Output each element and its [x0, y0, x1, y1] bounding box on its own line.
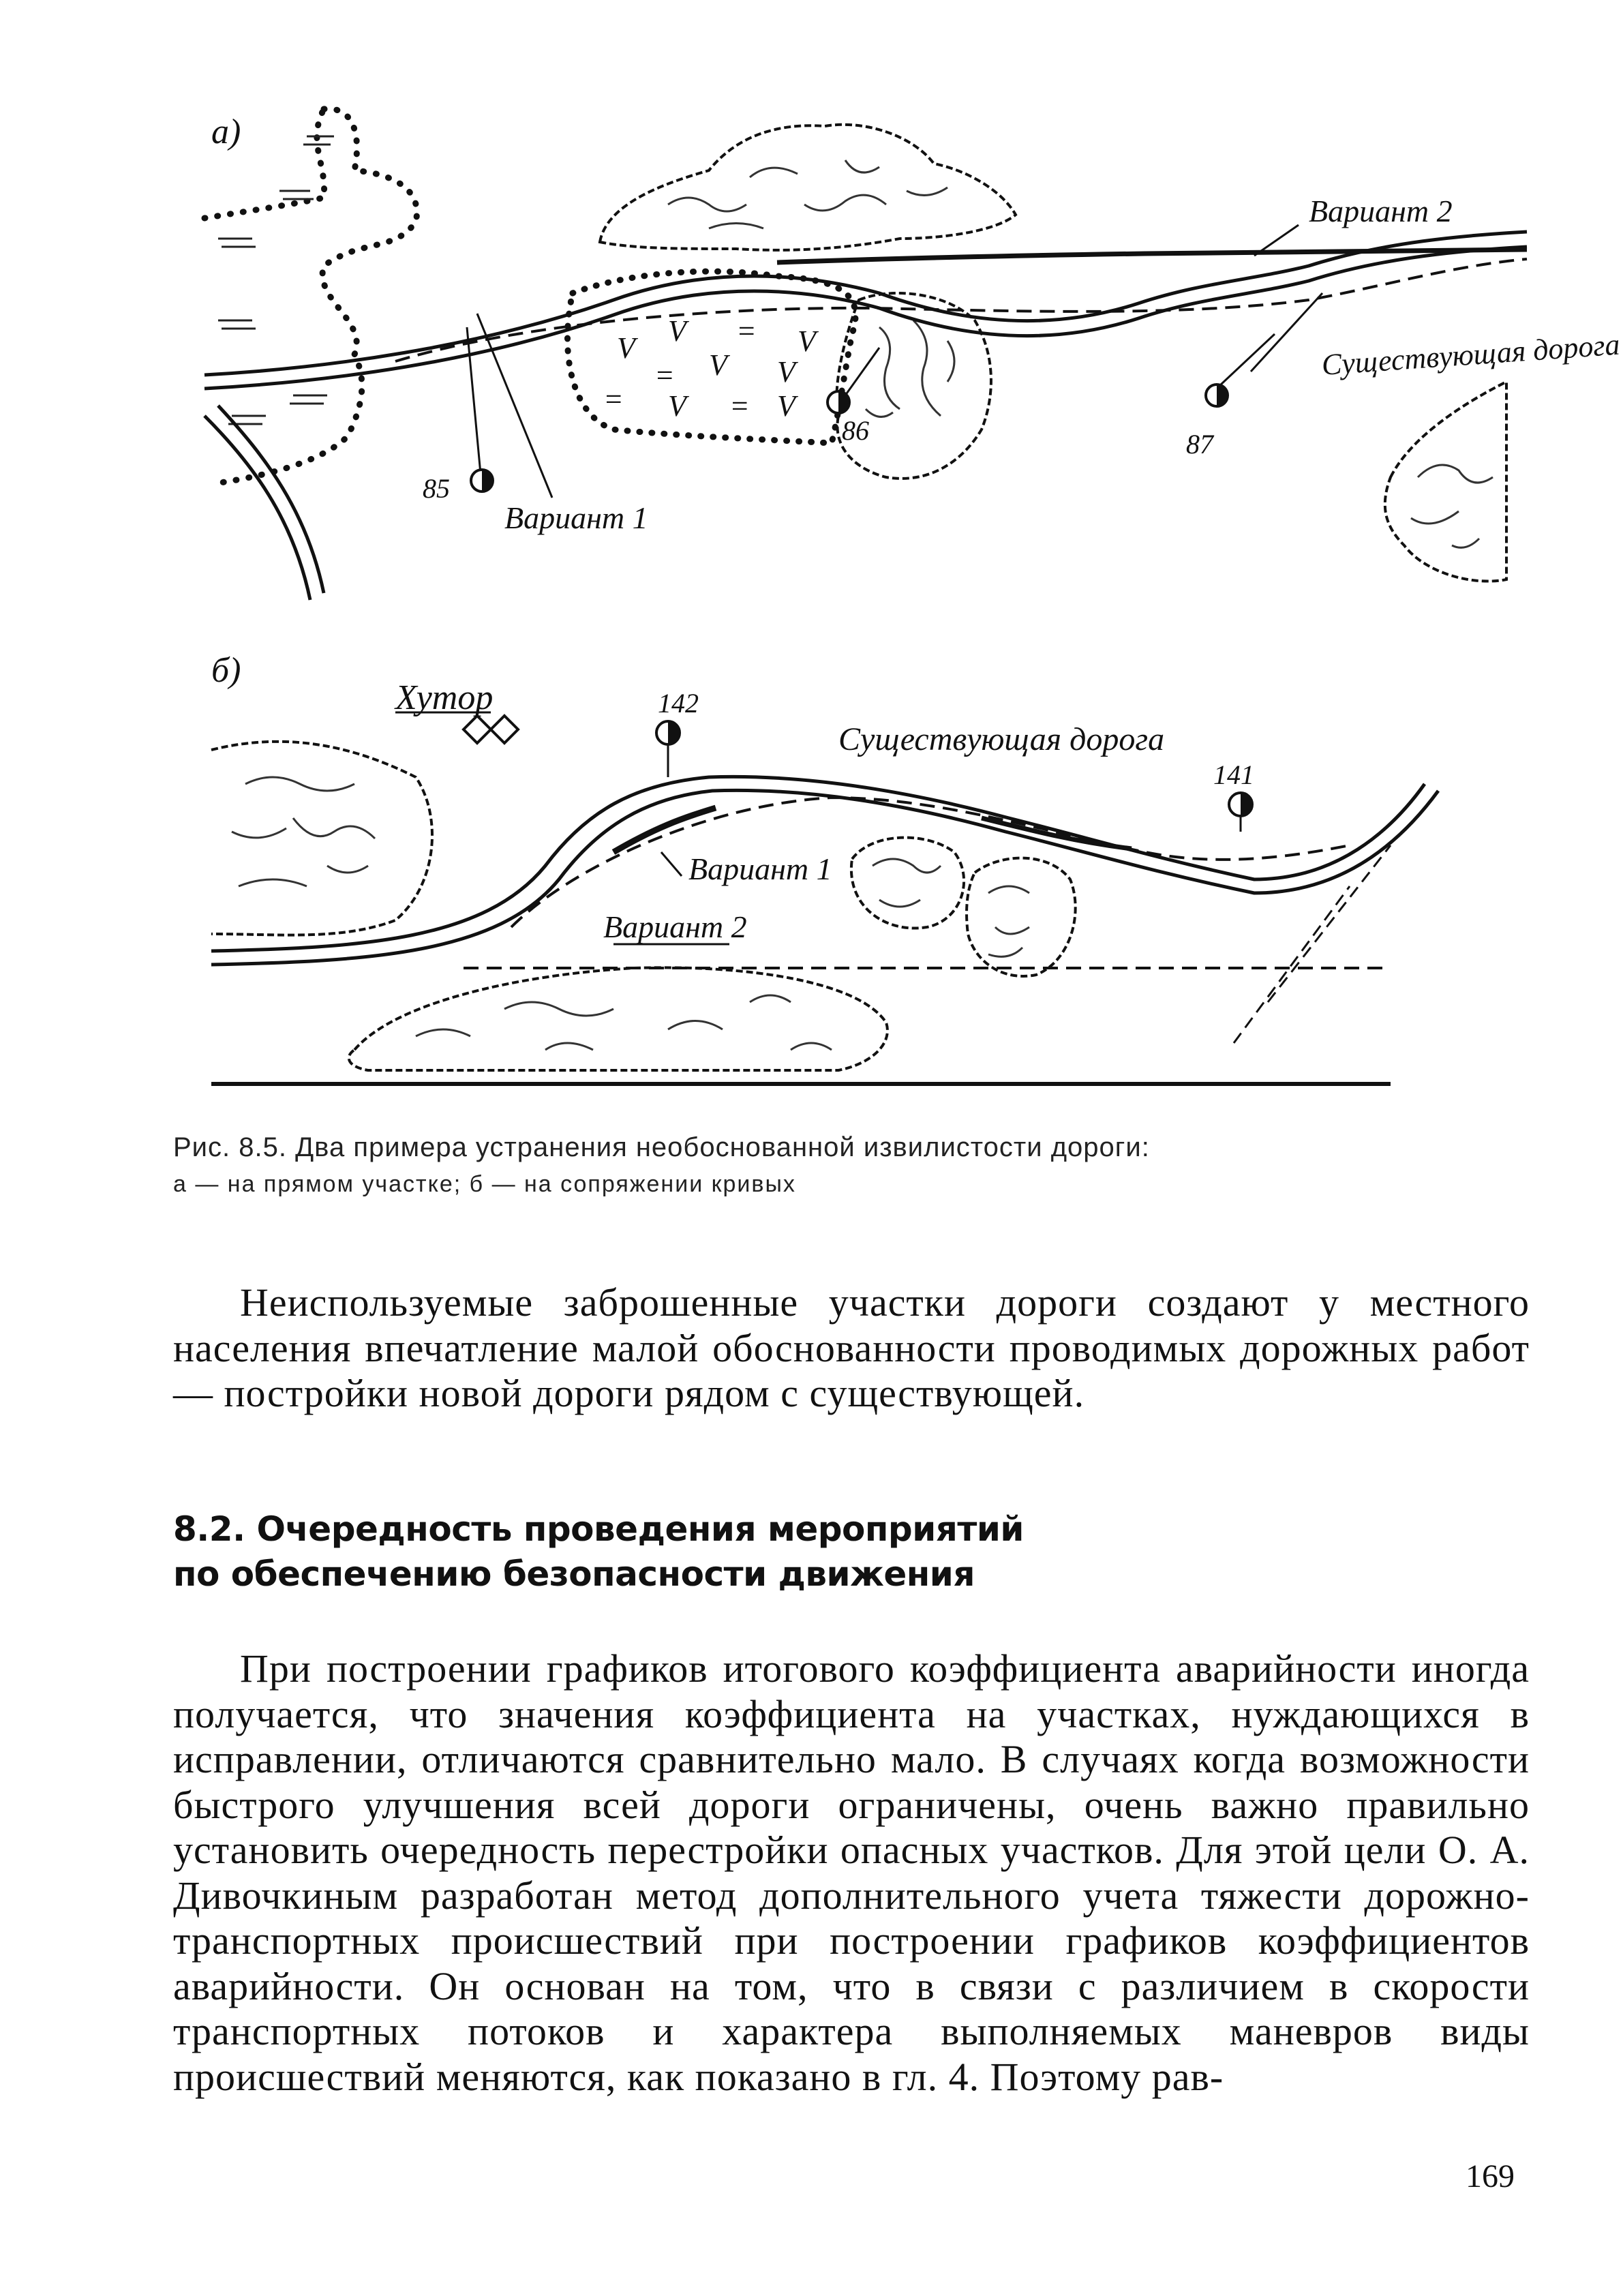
svg-text:=: = — [654, 359, 675, 392]
panel-a — [204, 109, 1621, 600]
page-number: 169 — [1466, 2158, 1515, 2194]
milestone-142 — [656, 688, 699, 777]
existing-road-label-b: Существующая дорога — [838, 721, 1165, 757]
milestone-141 — [1213, 759, 1254, 832]
milestone-86 — [828, 348, 879, 446]
figure-caption — [173, 1128, 1468, 1202]
panel-b — [211, 651, 1438, 1084]
milestone-87-label: 87 — [1186, 429, 1213, 459]
forest-top — [600, 125, 1016, 250]
svg-text:V: V — [668, 389, 686, 423]
svg-text:=: = — [603, 382, 624, 416]
khutor-label: Хутор — [395, 678, 494, 717]
panel-a-label: а) — [211, 112, 241, 151]
svg-text:=: = — [736, 314, 757, 348]
forest-b-bottom — [349, 967, 888, 1070]
variant1-line-b — [511, 798, 1350, 927]
svg-text:V: V — [617, 331, 635, 365]
forest-b-left — [211, 742, 432, 935]
caption-line-1: Рис. 8.5. Два примера устранения необоснованной извилистости дороги: — [173, 1132, 1150, 1162]
milestone-86-label: 86 — [842, 415, 869, 446]
panel-b-label: б) — [211, 651, 241, 690]
milestone-142-label: 142 — [658, 688, 699, 719]
khutor-buildings — [464, 716, 518, 743]
paragraph-1-text: Неиспользуемые заброшенные участки дороги создают у местного населения впечатление малой обоснованности проводимых дорожных работ — постройки новой дороги рядом с существующей. — [173, 1280, 1530, 1415]
svg-text:V: V — [668, 314, 686, 348]
section-heading-line-1: 8.2. Очередность проведения мероприятий — [173, 1509, 1024, 1549]
svg-text:V: V — [709, 348, 727, 382]
forest-b-center — [851, 838, 964, 928]
forest-b-right — [967, 858, 1076, 976]
figure-8-5 — [191, 95, 1621, 1098]
paragraph-2 — [173, 1646, 1530, 2100]
svg-text:V: V — [777, 389, 795, 423]
svg-text:V: V — [798, 324, 816, 358]
milestone-141-label: 141 — [1213, 759, 1254, 790]
caption-line-2: а — на прямом участке; б — на сопряжении кривых — [173, 1171, 796, 1197]
variant1-label-a: Вариант 1 — [504, 500, 648, 535]
milestone-87 — [1186, 334, 1275, 459]
variant2-label-b: Вариант 2 — [603, 909, 747, 944]
forest-far-right — [1385, 382, 1506, 581]
section-heading — [173, 1507, 1468, 1597]
existing-road-label-a: Существующая дорога — [1320, 327, 1621, 382]
milestone-85-label: 85 — [423, 473, 450, 504]
svg-text:=: = — [729, 389, 750, 423]
marsh-symbols — [603, 314, 819, 423]
variant2-label-a: Вариант 2 — [1309, 194, 1453, 228]
paragraph-1 — [173, 1280, 1530, 1417]
variant1-label-b: Вариант 1 — [688, 851, 832, 886]
section-heading-line-2: по обеспечению безопасности движения — [173, 1554, 975, 1594]
svg-text:V: V — [777, 355, 795, 389]
paragraph-2-text: При построении графиков итогового коэффициента аварийности иногда получается, что значения коэффициента на участках, нуждающихся в исправлении, отличаются сравнительно мало. В случаях когда возможности быстрого улучшения всей дороги ограничены, очень важно правильно установить очередность перестройки опасных участков. Для этой цели О. А. Дивочкиным разработан метод дополнительного учета тяжести дорожно-транспортных происшествий при построении графиков коэффициентов аварийности. Он основан на том, что в связи с различием в скорости транспортных потоков и характера выполняемых маневров виды происшествий меняются, как показано в гл. 4. Поэтому рав- — [173, 1646, 1530, 2099]
